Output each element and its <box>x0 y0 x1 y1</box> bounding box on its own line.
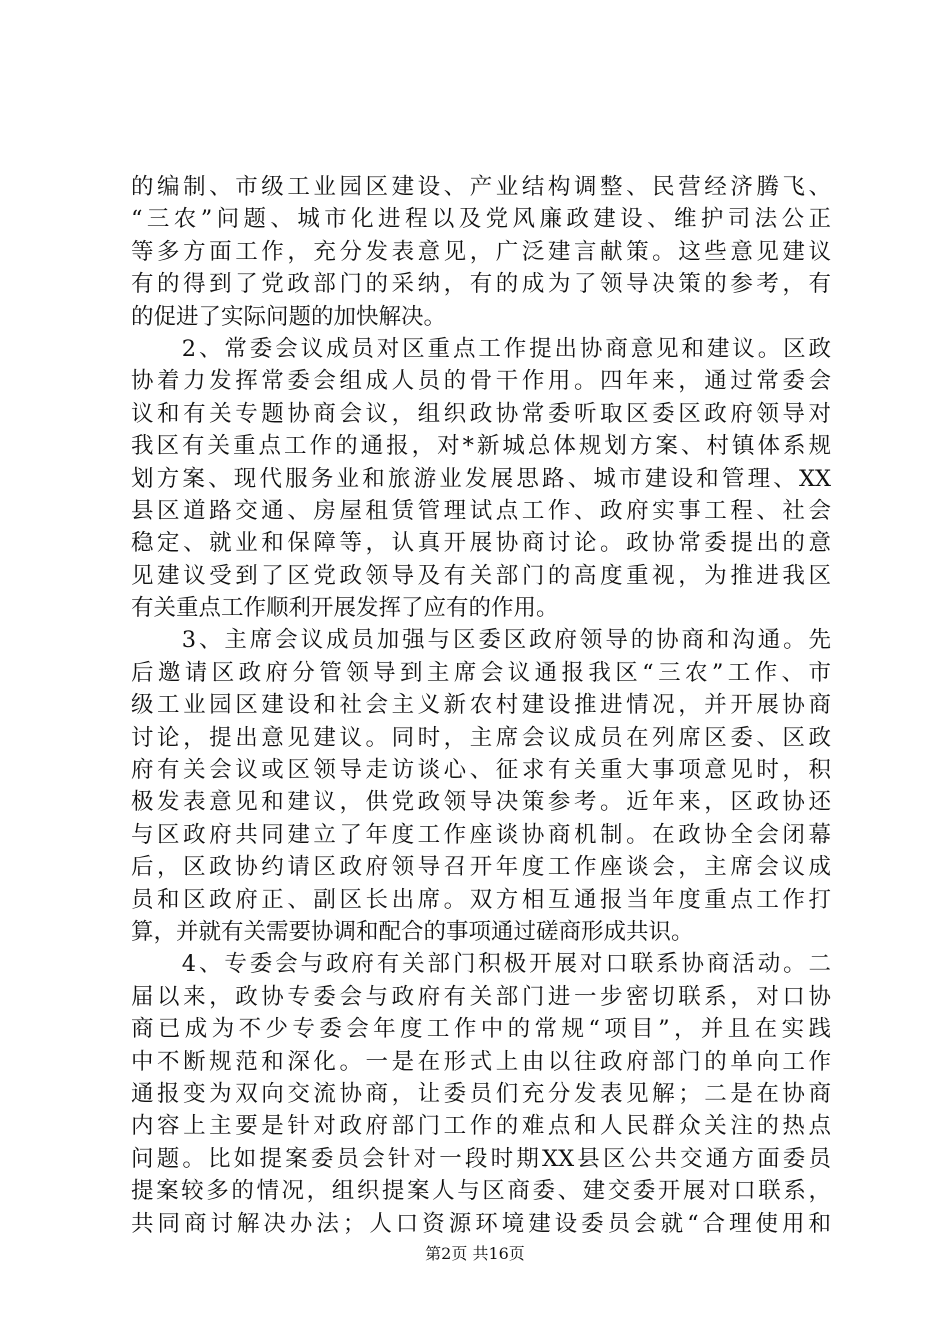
text-line: 后，区政协约请区政府领导召开年度工作座谈会，主席会议成 <box>131 854 831 881</box>
text-line: 中不断规范和深化。一是在形式上由以往政府部门的单向工作 <box>131 1048 831 1075</box>
text-line: 员和区政府正、副区长出席。双方相互通报当年度重点工作打 <box>131 886 831 913</box>
text-line: 划方案、现代服务业和旅游业发展思路、城市建设和管理、XX <box>131 465 831 492</box>
text-line: 算，并就有关需要协调和配合的事项通过磋商形成共识。 <box>131 918 694 945</box>
text-line: 4、专委会与政府有关部门积极开展对口联系协商活动。二 <box>131 951 831 978</box>
text-line: 后邀请区政府分管领导到主席会议通报我区“三农”工作、市 <box>131 659 831 686</box>
text-line: 等多方面工作，充分发表意见，广泛建言献策。这些意见建议 <box>131 238 831 265</box>
text-line: 我区有关重点工作的通报，对*新城总体规划方案、村镇体系规 <box>131 433 831 460</box>
text-line: 届以来，政协专委会与政府有关部门进一步密切联系，对口协 <box>131 983 831 1010</box>
text-line: 讨论，提出意见建议。同时，主席会议成员在列席区委、区政 <box>131 724 831 751</box>
text-line: 商已成为不少专委会年度工作中的常规“项目”，并且在实践 <box>131 1016 831 1043</box>
text-line: 问题。比如提案委员会针对一段时期XX县区公共交通方面委员 <box>131 1145 831 1172</box>
text-line: 有的得到了党政部门的采纳，有的成为了领导决策的参考，有 <box>131 271 831 298</box>
text-line: 极发表意见和建议，供党政领导决策参考。近年来，区政协还 <box>131 789 831 816</box>
text-line: 有关重点工作顺利开展发挥了应有的作用。 <box>131 595 559 622</box>
text-line: 议和有关专题协商会议，组织政协常委听取区委区政府领导对 <box>131 400 831 427</box>
text-line: 共同商讨解决办法；人口资源环境建设委员会就“合理使用和 <box>131 1210 831 1237</box>
text-line: 的编制、市级工业园区建设、产业结构调整、民营经济腾飞、 <box>131 174 831 200</box>
text-line: 内容上主要是针对政府部门工作的难点和人民群众关注的热点 <box>131 1113 831 1140</box>
text-line: 协着力发挥常委会组成人员的骨干作用。四年来，通过常委会 <box>131 368 831 395</box>
text-line: 与区政府共同建立了年度工作座谈协商机制。在政协全会闭幕 <box>131 821 831 848</box>
text-line: “三农”问题、城市化进程以及党风廉政建设、维护司法公正 <box>131 206 831 233</box>
text-line: 级工业园区建设和社会主义新农村建设推进情况，并开展协商 <box>131 692 831 719</box>
text-line: 府有关会议或区领导走访谈心、征求有关重大事项意见时，积 <box>131 757 831 784</box>
text-line: 3、主席会议成员加强与区委区政府领导的协商和沟通。先 <box>131 627 831 654</box>
text-line: 的促进了实际问题的加快解决。 <box>131 303 447 330</box>
text-line: 见建议受到了区党政领导及有关部门的高度重视，为推进我区 <box>131 562 831 589</box>
text-line: 县区道路交通、房屋租赁管理试点工作、政府实事工程、社会 <box>131 497 831 524</box>
text-line: 提案较多的情况，组织提案人与区商委、建交委开展对口联系， <box>131 1178 831 1205</box>
document-body <box>131 171 831 1240</box>
text-line: 2、常委会议成员对区重点工作提出协商意见和建议。区政 <box>131 335 831 362</box>
text-line: 通报变为双向交流协商，让委员们充分发表见解；二是在协商 <box>131 1080 831 1107</box>
text-line: 稳定、就业和保障等，认真开展协商讨论。政协常委提出的意 <box>131 530 831 557</box>
page-footer: 第2页 共16页 <box>425 1244 525 1263</box>
